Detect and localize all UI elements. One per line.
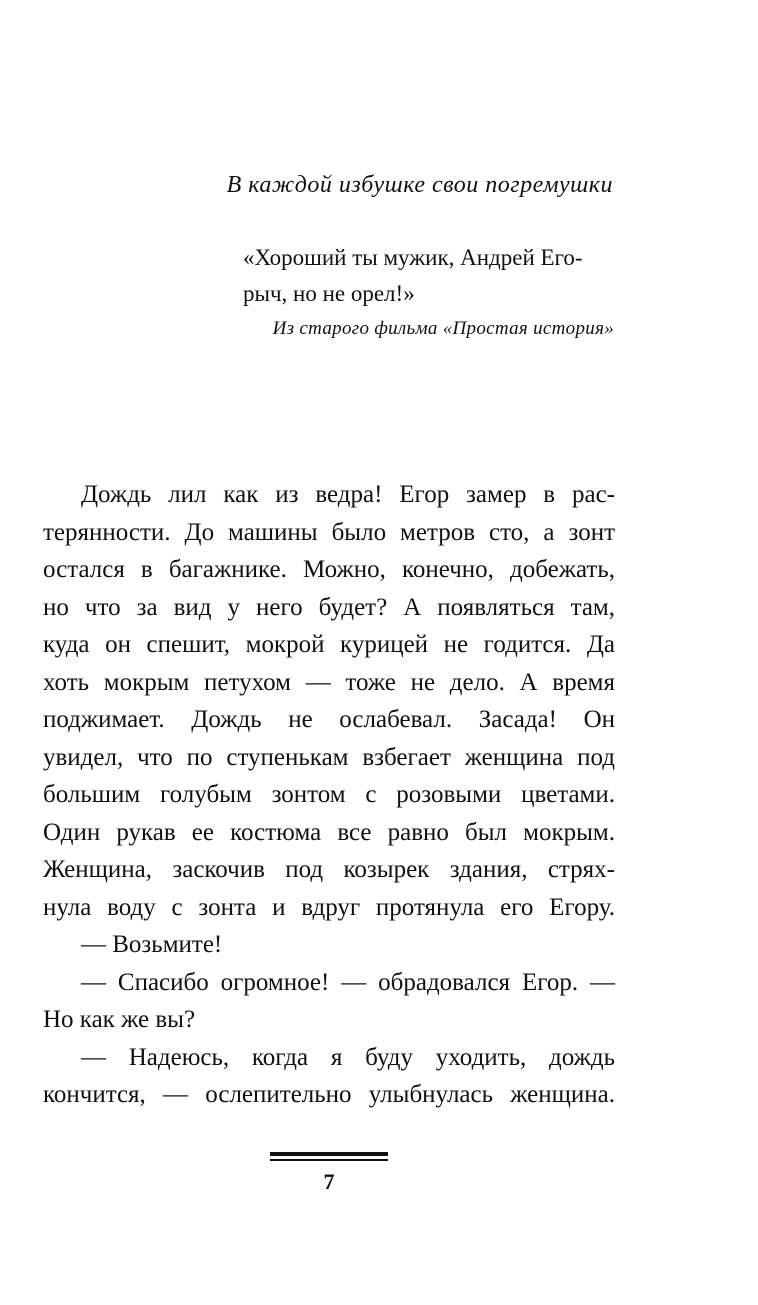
text-line: хоть мокрым петухом — тоже не дело. А время <box>43 668 615 696</box>
text-line: нула воду с зонта и вдруг протянула его Егору. <box>43 893 615 921</box>
text-line: кончится, — ослепительно улыбнулась женщина. <box>43 1081 615 1108</box>
text-line: терянности. До машины было метров сто, а зонт <box>43 518 615 546</box>
page-number: 7 <box>323 1169 335 1194</box>
text-line: — Надеюсь, когда я буду уходить, дождь <box>81 1043 615 1071</box>
epigraph-quote: «Хороший ты мужик, Андрей Его- рыч, но не орел!» <box>243 245 583 306</box>
paragraph <box>43 926 615 964</box>
text-line: — Спасибо огромное! — обрадовался Егор. — <box>81 968 615 996</box>
text-line: Но как же вы? <box>43 1006 196 1033</box>
paragraph <box>43 476 615 926</box>
text-line: увидел, что по ступенькам взбегает женщина под <box>43 743 615 771</box>
text-line: Женщина, заскочив под козырек здания, стрях- <box>43 856 615 883</box>
text-line: остался в багажнике. Можно, конечно, добежать, <box>43 556 615 583</box>
text-line: Один рукав ее костюма все равно был мокрым. <box>43 818 615 846</box>
epigraph <box>243 240 614 340</box>
text-line: поджимает. Дождь не ослабевал. Засада! Он <box>43 706 615 733</box>
paragraph <box>43 964 615 1039</box>
text-line: — Возьмите! <box>81 931 223 958</box>
chapter-title: В каждой избушке свои погремушки <box>226 172 613 198</box>
page-footer <box>270 1152 388 1195</box>
text-line: большим голубым зонтом с розовыми цветами. <box>43 781 615 808</box>
footer-rule-thick <box>270 1152 388 1156</box>
paragraph <box>43 1039 615 1114</box>
footer-rule-thin <box>270 1159 388 1161</box>
epigraph-source: Из старого фильма «Простая история» <box>272 318 614 339</box>
text-line: но что за вид у него будет? А появляться там, <box>43 593 615 621</box>
text-line: куда он спешит, мокрой курицей не годится. Да <box>43 631 615 658</box>
text-line: Дождь лил как из ведра! Егор замер в рас- <box>81 481 615 508</box>
body-text <box>43 476 615 1114</box>
